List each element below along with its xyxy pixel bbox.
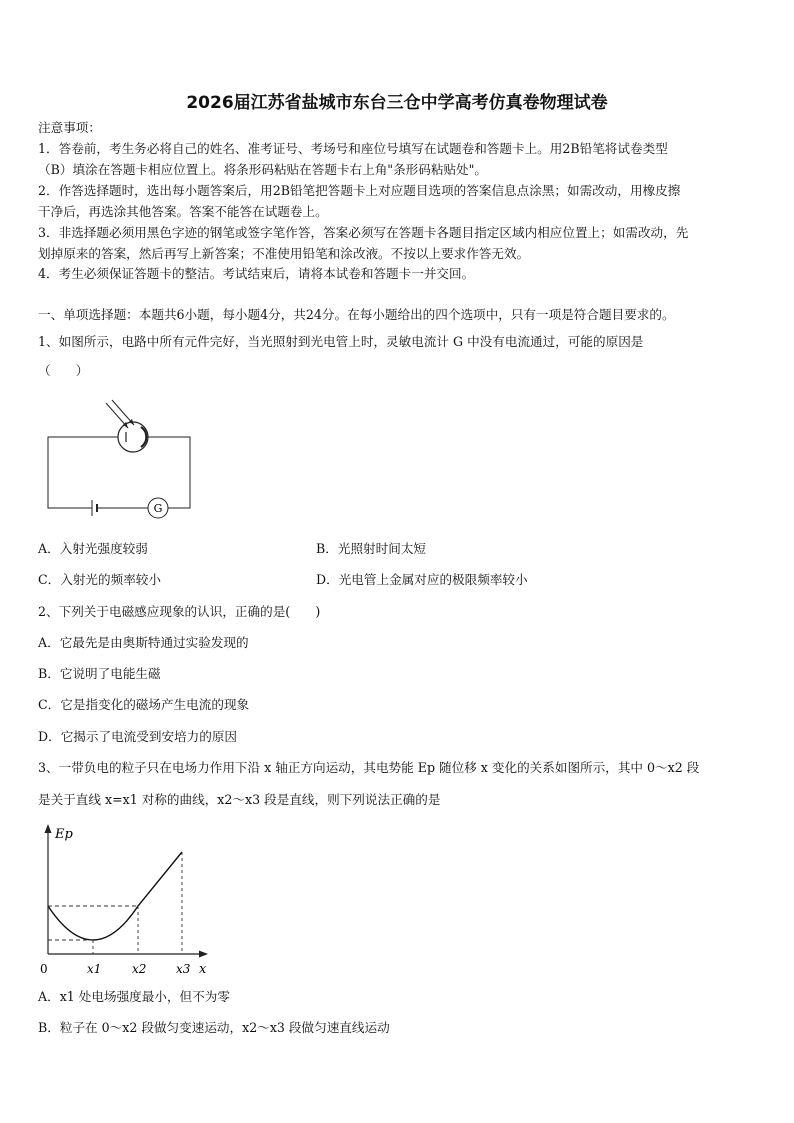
- q1-option-a: A．入射光强度较弱: [38, 541, 148, 556]
- q1-stem: 1、如图所示，电路中所有元件完好，当光照射到光电管上时，灵敏电流计 G 中没有电流通过，可能的原因是: [38, 334, 644, 349]
- circuit-diagram: [40, 396, 200, 524]
- galvanometer-label: G: [153, 502, 163, 515]
- notice-line: 2．作答选择题时，选出每小题答案后，用2B铅笔把答题卡上对应题目选项的答案信息点涂黑；如需改动，用橡皮擦: [38, 183, 681, 198]
- tick-label-x1: x1: [87, 962, 102, 976]
- q3-stem: 是关于直线 x=x1 对称的曲线，x2～x3 段是直线，则下列说法正确的是: [38, 792, 441, 807]
- q3-stem: 3、一带负电的粒子只在电场力作用下沿 x 轴正方向运动，其电势能 Ep 随位移 x 变化的关系如图所示，其中 0～x2 段: [38, 760, 700, 775]
- q2-stem: 2、下列关于电磁感应现象的认识，正确的是( ): [38, 604, 321, 619]
- phototube-cathode: [141, 427, 146, 447]
- notice-heading: 注意事项：: [38, 120, 101, 135]
- tick-label-x3: x3: [176, 962, 191, 976]
- origin-label: 0: [40, 962, 48, 976]
- x-axis-arrow: [199, 951, 208, 958]
- q3-option-a: A．x1 处电场强度最小，但不为零: [38, 989, 230, 1004]
- q3-option-b: B．粒子在 0～x2 段做匀变速运动，x2～x3 段做匀速直线运动: [38, 1020, 390, 1035]
- notice-line: （B）填涂在答题卡相应位置上。将条形码粘贴在答题卡右上角"条形码粘贴处"。: [38, 162, 488, 177]
- page-title: 2026届江苏省盐城市东台三仓中学高考仿真卷物理试卷: [186, 93, 608, 113]
- y-axis-arrow: [45, 824, 52, 833]
- q2-option-c: C．它是指变化的磁场产生电流的现象: [38, 697, 250, 712]
- q2-option-d: D．它揭示了电流受到安培力的原因: [38, 729, 238, 744]
- x-axis-label: x: [199, 962, 207, 977]
- notice-line: 1．答卷前，考生务必将自己的姓名、准考证号、考场号和座位号填写在试题卷和答题卡上。用2B铅笔将试卷类型: [38, 141, 668, 156]
- q2-option-b: B．它说明了电能生磁: [38, 666, 161, 681]
- q2-option-a: A．它最先是由奥斯特通过实验发现的: [38, 635, 249, 650]
- notice-line: 3．非选择题必须用黑色字迹的钢笔或签字笔作答，答案必须写在答题卡各题目指定区域内相应位置上；如需改动，先: [38, 225, 689, 240]
- y-axis-label: Ep: [55, 827, 73, 842]
- q1-answer-paren: （ ）: [38, 363, 89, 378]
- tick-label-x2: x2: [132, 962, 147, 976]
- wire: [48, 437, 118, 508]
- q1-option-d: D．光电管上金属对应的极限频率较小: [316, 572, 528, 587]
- ep-x-graph: [34, 822, 224, 978]
- notice-line: 干净后，再选涂其他答案。答案不能答在试题卷上。: [38, 204, 328, 219]
- q1-option-b: B．光照射时间太短: [316, 541, 427, 556]
- ep-curve: [48, 852, 182, 940]
- phototube-icon: [118, 422, 148, 452]
- notice-line: 划掉原来的答案，然后再写上新答案；不准使用铅笔和涂改液。不按以上要求作答无效。: [38, 246, 530, 261]
- wire: [148, 437, 190, 508]
- section-heading: 一、单项选择题：本题共6小题，每小题4分，共24分。在每小题给出的四个选项中，只有一项是符合题目要求的。: [38, 307, 675, 322]
- q1-option-c: C．入射光的频率较小: [38, 572, 161, 587]
- notice-line: 4．考生必须保证答题卡的整洁。考试结束后，请将本试卷和答题卡一并交回。: [38, 266, 475, 281]
